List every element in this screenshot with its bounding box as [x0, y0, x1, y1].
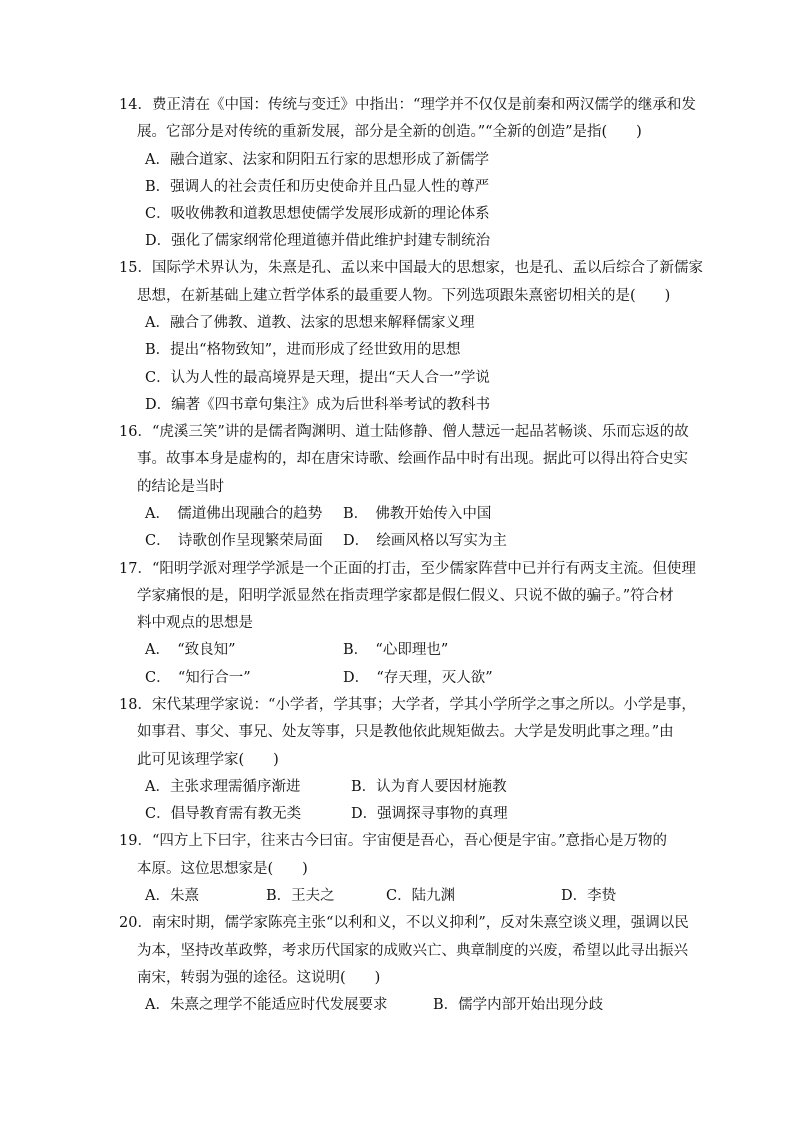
question-16-option-b: B． 佛教开始传入中国 [343, 506, 492, 522]
question-20-line-2: 为本，坚持改革政弊，考求历代国家的成败兴亡、典章制度的兴废，希望以此寻出振兴 [137, 943, 688, 959]
question-15-line-2: 思想，在新基础上建立哲学体系的最重要人物。下列选项跟朱熹密切相关的是( ) [137, 288, 671, 304]
question-17-option-b: B． “心即理也” [343, 642, 449, 658]
question-19-option-c: C．陆九渊 [386, 888, 456, 904]
question-16-option-a: A． 儒道佛出现融合的趋势 [145, 506, 323, 522]
question-19-option-a: A．朱熹 [145, 888, 199, 904]
question-15-option-c: C．认为人性的最高境界是天理，提出“天人合一”学说 [145, 370, 490, 386]
question-19-option-b: B．王夫之 [266, 888, 335, 904]
question-18-line-2: 如事君、事父、事兄、处友等事，只是教他依此规矩做去。大学是发明此事之理。”由 [137, 724, 674, 740]
question-19-line-2: 本原。这位思想家是( ) [137, 861, 308, 877]
question-14-option-a: A．融合道家、法家和阴阳五行家的思想形成了新儒学 [145, 152, 489, 168]
question-20-option-b: B．儒学内部开始出现分歧 [433, 997, 604, 1013]
question-14-option-c: C．吸收佛教和道教思想使儒学发展形成新的理论体系 [145, 206, 490, 222]
question-17-line-3: 料中观点的思想是 [137, 615, 253, 631]
question-16-option-c: C． 诗歌创作呈现繁荣局面 [145, 533, 323, 549]
question-16-line-3: 的结论是当时 [137, 479, 224, 495]
question-15-line-1: 15．国际学术界认为，朱熹是孔、孟以来中国最大的思想家，也是孔、孟以后综合了新儒家 [119, 260, 703, 276]
question-14-option-b: B．强调人的社会责任和历史使命并且凸显人性的尊严 [145, 179, 490, 195]
question-14-line-2: 展。它部分是对传统的重新发展，部分是全新的创造。”“全新的创造”是指( ) [137, 124, 642, 140]
question-16-line-1: 16．“虎溪三笑”讲的是儒者陶渊明、道士陆修静、僧人慧远一起品茗畅谈、乐而忘返的故 [119, 424, 689, 440]
question-15-option-b: B．提出“格物致知”，进而形成了经世致用的思想 [145, 342, 461, 358]
question-16-line-2: 事。故事本身是虚构的，却在唐宋诗歌、绘画作品中时有出现。据此可以得出符合史实 [137, 451, 688, 467]
question-18-option-b: B．认为育人要因材施教 [351, 779, 507, 795]
question-18-line-1: 18．宋代某理学家说：“小学者，学其事；大学者，学其小学所学之事之所以。小学是事， [119, 697, 696, 713]
question-19-option-d: D．李贽 [561, 888, 617, 904]
question-20-line-1: 20．南宋时期，儒学家陈亮主张“以利和义，不以义抑利”，反对朱熹空谈义理，强调以民 [119, 915, 689, 931]
question-20-line-3: 南宋，转弱为强的途径。这说明( ) [137, 970, 381, 986]
question-20-option-a: A．朱熹之理学不能适应时代发展要求 [145, 997, 388, 1013]
question-18-option-c: C．倡导教育需有教无类 [145, 806, 302, 822]
question-16-option-d: D． 绘画风格以写实为主 [343, 533, 507, 549]
question-18-line-3: 此可见该理学家( ) [137, 752, 279, 768]
question-15-option-d: D．编著《四书章句集注》成为后世科举考试的教科书 [145, 397, 491, 413]
question-17-option-c: C． “知行合一” [145, 670, 251, 686]
question-15-option-a: A．融合了佛教、道教、法家的思想来解释儒家义理 [145, 315, 475, 331]
question-18-option-d: D．强调探寻事物的真理 [351, 806, 508, 822]
question-17-option-a: A． “致良知” [145, 642, 236, 658]
question-17-option-d: D． “存天理，灭人欲” [343, 670, 493, 686]
question-19-line-1: 19．“四方上下曰宇，往来古今曰宙。宇宙便是吾心，吾心便是宇宙。”意指心是万物的 [119, 833, 668, 849]
question-14-line-1: 14．费正清在《中国：传统与变迁》中指出：“理学并不仅仅是前秦和两汉儒学的继承和发 [119, 97, 696, 113]
question-17-line-1: 17．“阳明学派对理学学派是一个正面的打击，至少儒家阵营中已并行有两支主流。但使理 [119, 561, 696, 577]
question-14-option-d: D．强化了儒家纲常伦理道德并借此维护封建专制统治 [145, 233, 491, 249]
question-17-line-2: 学家痛恨的是，阳明学派显然在指责理学家都是假仁假义、只说不做的骗子。”符合材 [137, 588, 674, 604]
question-18-option-a: A．主张求理需循序渐进 [145, 779, 301, 795]
